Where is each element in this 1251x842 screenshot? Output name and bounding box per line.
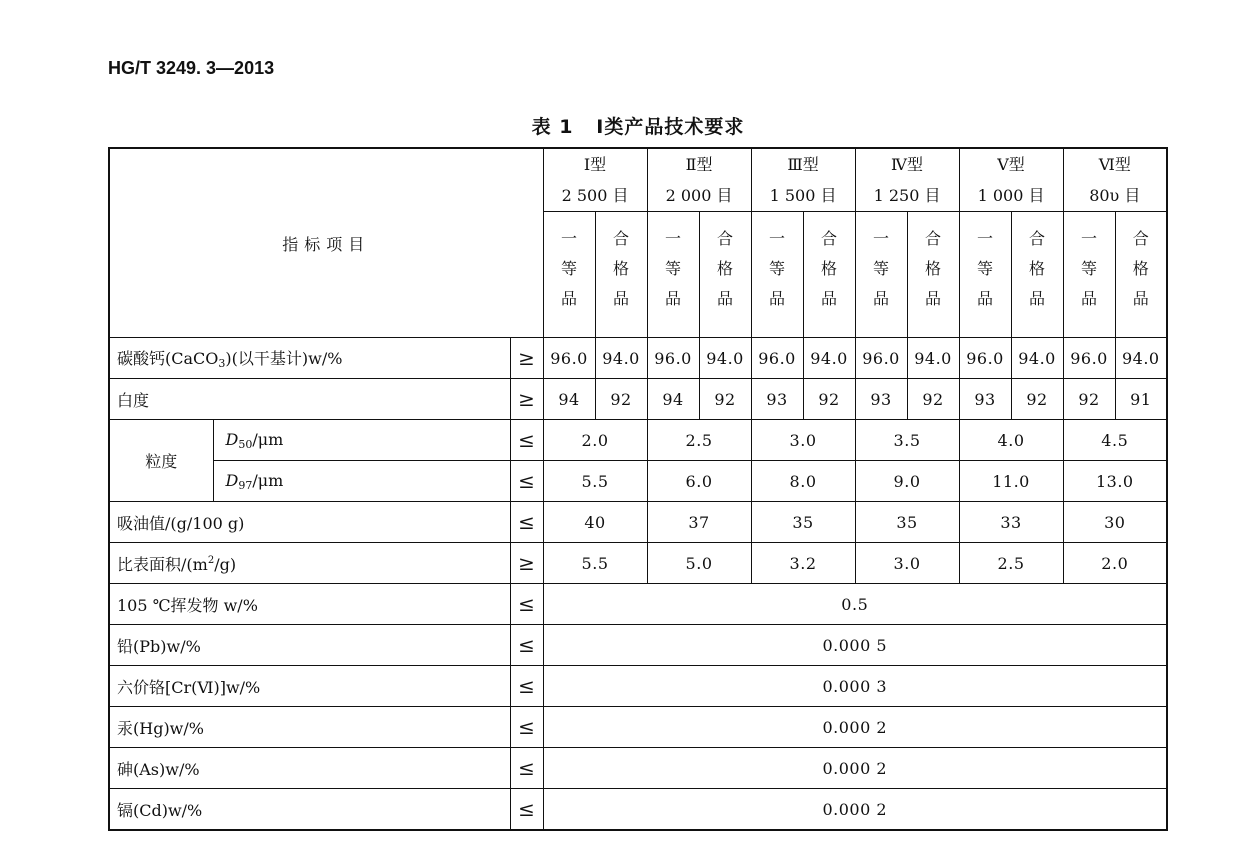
row-label: $D_{97}/\mu m$	[213, 461, 510, 502]
value-cell: 0.000 2	[543, 707, 1167, 748]
le-symbol: ≤	[510, 666, 543, 707]
value-cell: 35	[751, 502, 855, 543]
row-cadmium	[109, 789, 1167, 831]
particle-group-label: 粒度	[109, 420, 213, 502]
type-name: Ⅵ型	[1098, 155, 1131, 174]
value-cell: 94.0	[699, 338, 751, 379]
le-symbol: ≤	[510, 748, 543, 789]
row-volatile	[109, 584, 1167, 625]
technical-requirements-table	[108, 147, 1168, 831]
value-cell: 94	[647, 379, 699, 420]
le-symbol: ≤	[510, 789, 543, 831]
value-cell: 96.0	[647, 338, 699, 379]
value-cell: 9.0	[855, 461, 959, 502]
value-cell: 3.5	[855, 420, 959, 461]
value-cell: 94.0	[595, 338, 647, 379]
type-header-2	[647, 148, 751, 212]
value-cell: 5.0	[647, 543, 751, 584]
value-cell: 0.000 2	[543, 789, 1167, 831]
grade-first: 一 等 品	[959, 212, 1011, 338]
value-cell: 92	[803, 379, 855, 420]
type-header-row	[109, 148, 1167, 212]
value-cell: 96.0	[855, 338, 907, 379]
row-arsenic	[109, 748, 1167, 789]
value-cell: 96.0	[1063, 338, 1115, 379]
ge-symbol: ≥	[510, 338, 543, 379]
table-title: 表 1 Ⅰ类产品技术要求	[531, 116, 745, 138]
value-cell: 96.0	[959, 338, 1011, 379]
value-cell: 35	[855, 502, 959, 543]
le-symbol: ≤	[510, 502, 543, 543]
value-cell: 4.0	[959, 420, 1063, 461]
value-cell: 2.0	[1063, 543, 1167, 584]
type-mesh: 1 000 目	[977, 186, 1045, 205]
row-chromium	[109, 666, 1167, 707]
type-header-5	[959, 148, 1063, 212]
type-mesh: 2 500 目	[561, 186, 629, 205]
value-cell: 0.000 2	[543, 748, 1167, 789]
row-oil-absorption	[109, 502, 1167, 543]
value-cell: 37	[647, 502, 751, 543]
type-header-1	[543, 148, 647, 212]
value-cell: 3.2	[751, 543, 855, 584]
grade-qualified: 合 格 品	[803, 212, 855, 338]
value-cell: 13.0	[1063, 461, 1167, 502]
value-cell: 0.000 3	[543, 666, 1167, 707]
le-symbol: ≤	[510, 420, 543, 461]
type-mesh: 2 000 目	[665, 186, 733, 205]
value-cell: 33	[959, 502, 1063, 543]
value-cell: 11.0	[959, 461, 1063, 502]
row-label: 铅(Pb)w/%	[109, 625, 510, 666]
row-surface-area	[109, 543, 1167, 584]
value-cell: 94.0	[1115, 338, 1167, 379]
row-mercury	[109, 707, 1167, 748]
value-cell: 5.5	[543, 543, 647, 584]
le-symbol: ≤	[510, 584, 543, 625]
type-name: Ⅰ型	[583, 155, 607, 174]
grade-qualified: 合 格 品	[595, 212, 647, 338]
row-label: 吸油值/(g/100 g)	[109, 502, 510, 543]
row-label: 汞(Hg)w/%	[109, 707, 510, 748]
value-cell: 40	[543, 502, 647, 543]
grade-first: 一 等 品	[647, 212, 699, 338]
value-cell: 94.0	[907, 338, 959, 379]
value-cell: 93	[751, 379, 803, 420]
row-label: $D_{50}/\mu m$	[213, 420, 510, 461]
standard-code: HG/T 3249. 3—2013	[108, 58, 275, 78]
value-cell: 5.5	[543, 461, 647, 502]
grade-first: 一 等 品	[1063, 212, 1115, 338]
type-name: Ⅳ型	[891, 155, 924, 174]
value-cell: 3.0	[751, 420, 855, 461]
value-cell: 96.0	[751, 338, 803, 379]
grade-qualified: 合 格 品	[699, 212, 751, 338]
value-cell: 0.5	[543, 584, 1167, 625]
value-cell: 2.0	[543, 420, 647, 461]
le-symbol: ≤	[510, 461, 543, 502]
row-label: 白度	[109, 379, 510, 420]
value-cell: 92	[699, 379, 751, 420]
value-cell: 92	[907, 379, 959, 420]
value-cell: 92	[1063, 379, 1115, 420]
row-whiteness	[109, 379, 1167, 420]
value-cell: 0.000 5	[543, 625, 1167, 666]
le-symbol: ≤	[510, 625, 543, 666]
value-cell: 4.5	[1063, 420, 1167, 461]
value-cell: 94.0	[1011, 338, 1063, 379]
value-cell: 3.0	[855, 543, 959, 584]
value-cell: 94.0	[803, 338, 855, 379]
row-label: 镉(Cd)w/%	[109, 789, 510, 831]
type-header-6	[1063, 148, 1167, 212]
grade-first: 一 等 品	[543, 212, 595, 338]
value-cell: 94	[543, 379, 595, 420]
value-cell: 91	[1115, 379, 1167, 420]
ge-symbol: ≥	[510, 543, 543, 584]
index-header: 指标项目	[109, 148, 543, 338]
grade-first: 一 等 品	[855, 212, 907, 338]
row-caco3	[109, 338, 1167, 379]
type-name: Ⅴ型	[997, 155, 1025, 174]
type-name: Ⅱ型	[685, 155, 713, 174]
grade-qualified: 合 格 品	[907, 212, 959, 338]
row-lead	[109, 625, 1167, 666]
value-cell: 30	[1063, 502, 1167, 543]
row-label: 105 ℃挥发物 w/%	[109, 584, 510, 625]
type-name: Ⅲ型	[787, 155, 819, 174]
value-cell: 6.0	[647, 461, 751, 502]
row-label: 六价铬[Cr(Ⅵ)]w/%	[109, 666, 510, 707]
row-label: 碳酸钙(CaCO$_3$)(以干基计)w/%	[109, 338, 510, 379]
value-cell: 93	[855, 379, 907, 420]
row-label: 比表面积$/(m^2/g)$	[109, 543, 510, 584]
row-label: 砷(As)w/%	[109, 748, 510, 789]
grade-qualified: 合 格 品	[1011, 212, 1063, 338]
ge-symbol: ≥	[510, 379, 543, 420]
value-cell: 2.5	[647, 420, 751, 461]
type-mesh: 80υ 目	[1089, 186, 1141, 205]
type-header-3	[751, 148, 855, 212]
value-cell: 2.5	[959, 543, 1063, 584]
grade-first: 一 等 品	[751, 212, 803, 338]
value-cell: 92	[1011, 379, 1063, 420]
value-cell: 96.0	[543, 338, 595, 379]
type-header-4	[855, 148, 959, 212]
value-cell: 8.0	[751, 461, 855, 502]
le-symbol: ≤	[510, 707, 543, 748]
row-particle-d97	[109, 461, 1167, 502]
type-mesh: 1 250 目	[873, 186, 941, 205]
type-mesh: 1 500 目	[769, 186, 837, 205]
row-particle-d50	[109, 420, 1167, 461]
value-cell: 92	[595, 379, 647, 420]
grade-qualified: 合 格 品	[1115, 212, 1167, 338]
value-cell: 93	[959, 379, 1011, 420]
